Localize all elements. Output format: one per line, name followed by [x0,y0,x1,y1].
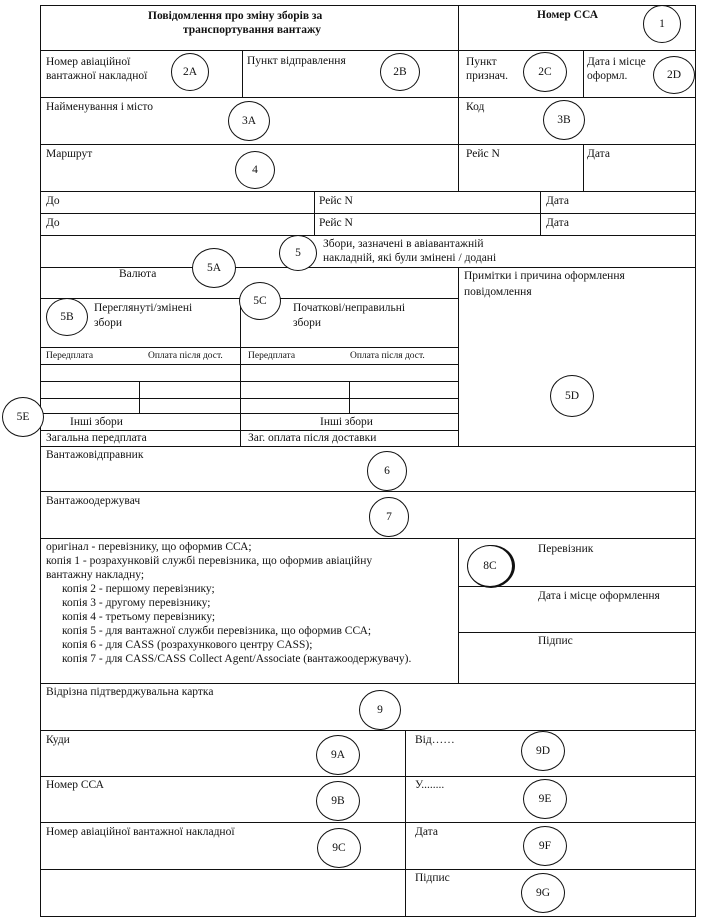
remarks-line1: Примітки і причина оформлення [464,270,625,282]
line-v [583,144,584,191]
issue-date-label-line2: оформл. [587,70,628,82]
revised-other-charges: Інші збори [70,416,123,428]
consignee-label: Вантажоодержувач [46,495,141,507]
line-v [139,381,140,413]
original-charges-line2: збори [293,317,322,329]
flight-label: Рейс N [466,148,500,160]
marker-3b: 3В [543,100,585,140]
distribution-line: копія 2 - першому перевізнику; [62,583,215,595]
marker-9d: 9D [521,731,565,771]
original-prepaid: Передплата [248,351,296,361]
signature-label: Підпис [538,635,573,647]
frame-left [40,5,41,917]
line-h [40,235,695,236]
frame-bottom [40,916,695,917]
awb-label-line2: вантажної накладної [46,70,148,82]
line-h [40,144,695,145]
line-h [40,364,458,365]
marker-3a: 3А [228,101,270,141]
date2-label: Дата [415,826,438,838]
marker-7: 7 [369,497,409,537]
marker-2c: 2С [523,52,567,92]
marker-9e: 9Е [523,779,567,819]
line-v [458,5,459,191]
line-h [40,213,695,214]
issue-date-label-line1: Дата і місце [587,56,646,68]
distribution-line: копія 5 - для вантажної служби перевізника, що оформив ССА; [62,625,372,637]
cca-no-label: Номер ССА [46,779,104,791]
at-label: У........ [415,779,445,791]
original-charges-line1: Початкові/неправильні [293,302,406,314]
marker-9f: 9F [523,826,567,866]
line-v [349,381,350,413]
line-v [242,50,243,97]
revised-collect: Оплата після дост. [148,351,223,361]
line-h [40,491,695,492]
carrier-label: Перевізник [538,543,594,555]
cca-number-label: Номер ССА [537,9,599,21]
distribution-line: копія 3 - другому перевізнику; [62,597,211,609]
line-v [540,191,541,235]
signature2-label: Підпис [415,872,450,884]
distribution-line: вантажну накладну; [46,569,145,581]
frame-right [695,5,696,917]
total-collect: Заг. оплата після доставки [248,432,377,444]
marker-5: 5 [279,235,317,271]
line-v [458,267,459,446]
line-h [40,869,695,870]
marker-8c: 8С [467,545,513,587]
marker-5a: 5А [192,248,236,288]
total-prepaid: Загальна передплата [46,432,147,444]
original-collect: Оплата після дост. [350,351,425,361]
name-city-label: Найменування і місто [46,101,153,113]
line-h [40,191,695,192]
line-v [405,730,406,916]
line-h [40,538,695,539]
line-v [458,538,459,683]
currency-label: Валюта [119,268,157,280]
awb-no-label: Номер авіаційної вантажної накладної [46,826,235,838]
tear-off-title: Відрізна підтверджувальна картка [46,686,214,698]
line-h [40,50,695,51]
shipper-label: Вантажовідправник [46,449,144,461]
charges-note-line2: накладній, які були змінені / додані [323,252,497,264]
marker-9b: 9В [316,781,360,821]
line-h [40,822,695,823]
marker-2a: 2А [171,53,209,91]
marker-9a: 9А [316,735,360,775]
marker-2b: 2В [380,53,420,91]
distribution-line: копія 1 - розрахунковій службі перевізника, що оформив авіаційну [46,555,373,567]
marker-9c: 9С [317,828,361,868]
original-other-charges: Інші збори [320,416,373,428]
charges-note-line1: Збори, зазначені в авіавантажній [323,238,484,250]
line-v [314,191,315,235]
line-h [40,446,695,447]
distribution-line: копія 6 - для CASS (розрахункового центру CASS); [62,639,313,651]
line-h [40,683,695,684]
line-h [40,347,458,348]
marker-5d: 5D [550,375,594,417]
revised-prepaid: Передплата [46,351,94,361]
line-h [458,632,695,633]
distribution-line: копія 4 - третьому перевізнику; [62,611,216,623]
issue-date-place-label: Дата і місце оформлення [538,590,660,602]
destination-label-line1: Пункт [466,56,497,68]
leg2-to: До [46,217,60,229]
marker-5b: 5В [46,298,88,336]
to-where-label: Куди [46,734,70,746]
form-title-line1: Повідомлення про зміну зборів за [148,10,323,22]
revised-charges-line1: Переглянуті/змінені [94,302,193,314]
line-h [40,97,695,98]
marker-5c: 5С [239,282,281,320]
revised-charges-line2: збори [94,317,123,329]
awb-label-line1: Номер авіаційної [46,56,131,68]
distribution-line: копія 7 - для CASS/CASS Collect Agent/Associate (вантажоодержувачу). [62,653,412,665]
marker-1: 1 [643,5,681,43]
leg1-date: Дата [546,195,569,207]
line-h [40,413,458,414]
distribution-line: оригінал - перевізнику, що оформив ССА; [46,541,252,553]
marker-4: 4 [235,151,275,189]
line-h [40,398,458,399]
from-label: Від…… [415,734,455,746]
remarks-line2: повідомлення [464,286,532,298]
code-label: Код [466,101,485,113]
marker-6: 6 [367,451,407,491]
leg2-flight: Рейс N [319,217,353,229]
line-v [240,298,241,446]
line-h [40,730,695,731]
destination-label-line2: признач. [466,70,509,82]
origin-label: Пункт відправлення [247,55,346,67]
marker-2d: 2D [653,56,695,94]
line-h [40,381,458,382]
line-h [40,776,695,777]
line-v [583,50,584,97]
leg1-to: До [46,195,60,207]
marker-9: 9 [359,690,401,730]
marker-9g: 9G [521,873,565,913]
leg2-date: Дата [546,217,569,229]
date-label: Дата [587,148,610,160]
leg1-flight: Рейс N [319,195,353,207]
marker-5e: 5Е [2,397,44,437]
route-label: Маршрут [46,148,93,160]
form-title-line2: транспортування вантажу [183,24,322,36]
frame-top [40,5,695,6]
